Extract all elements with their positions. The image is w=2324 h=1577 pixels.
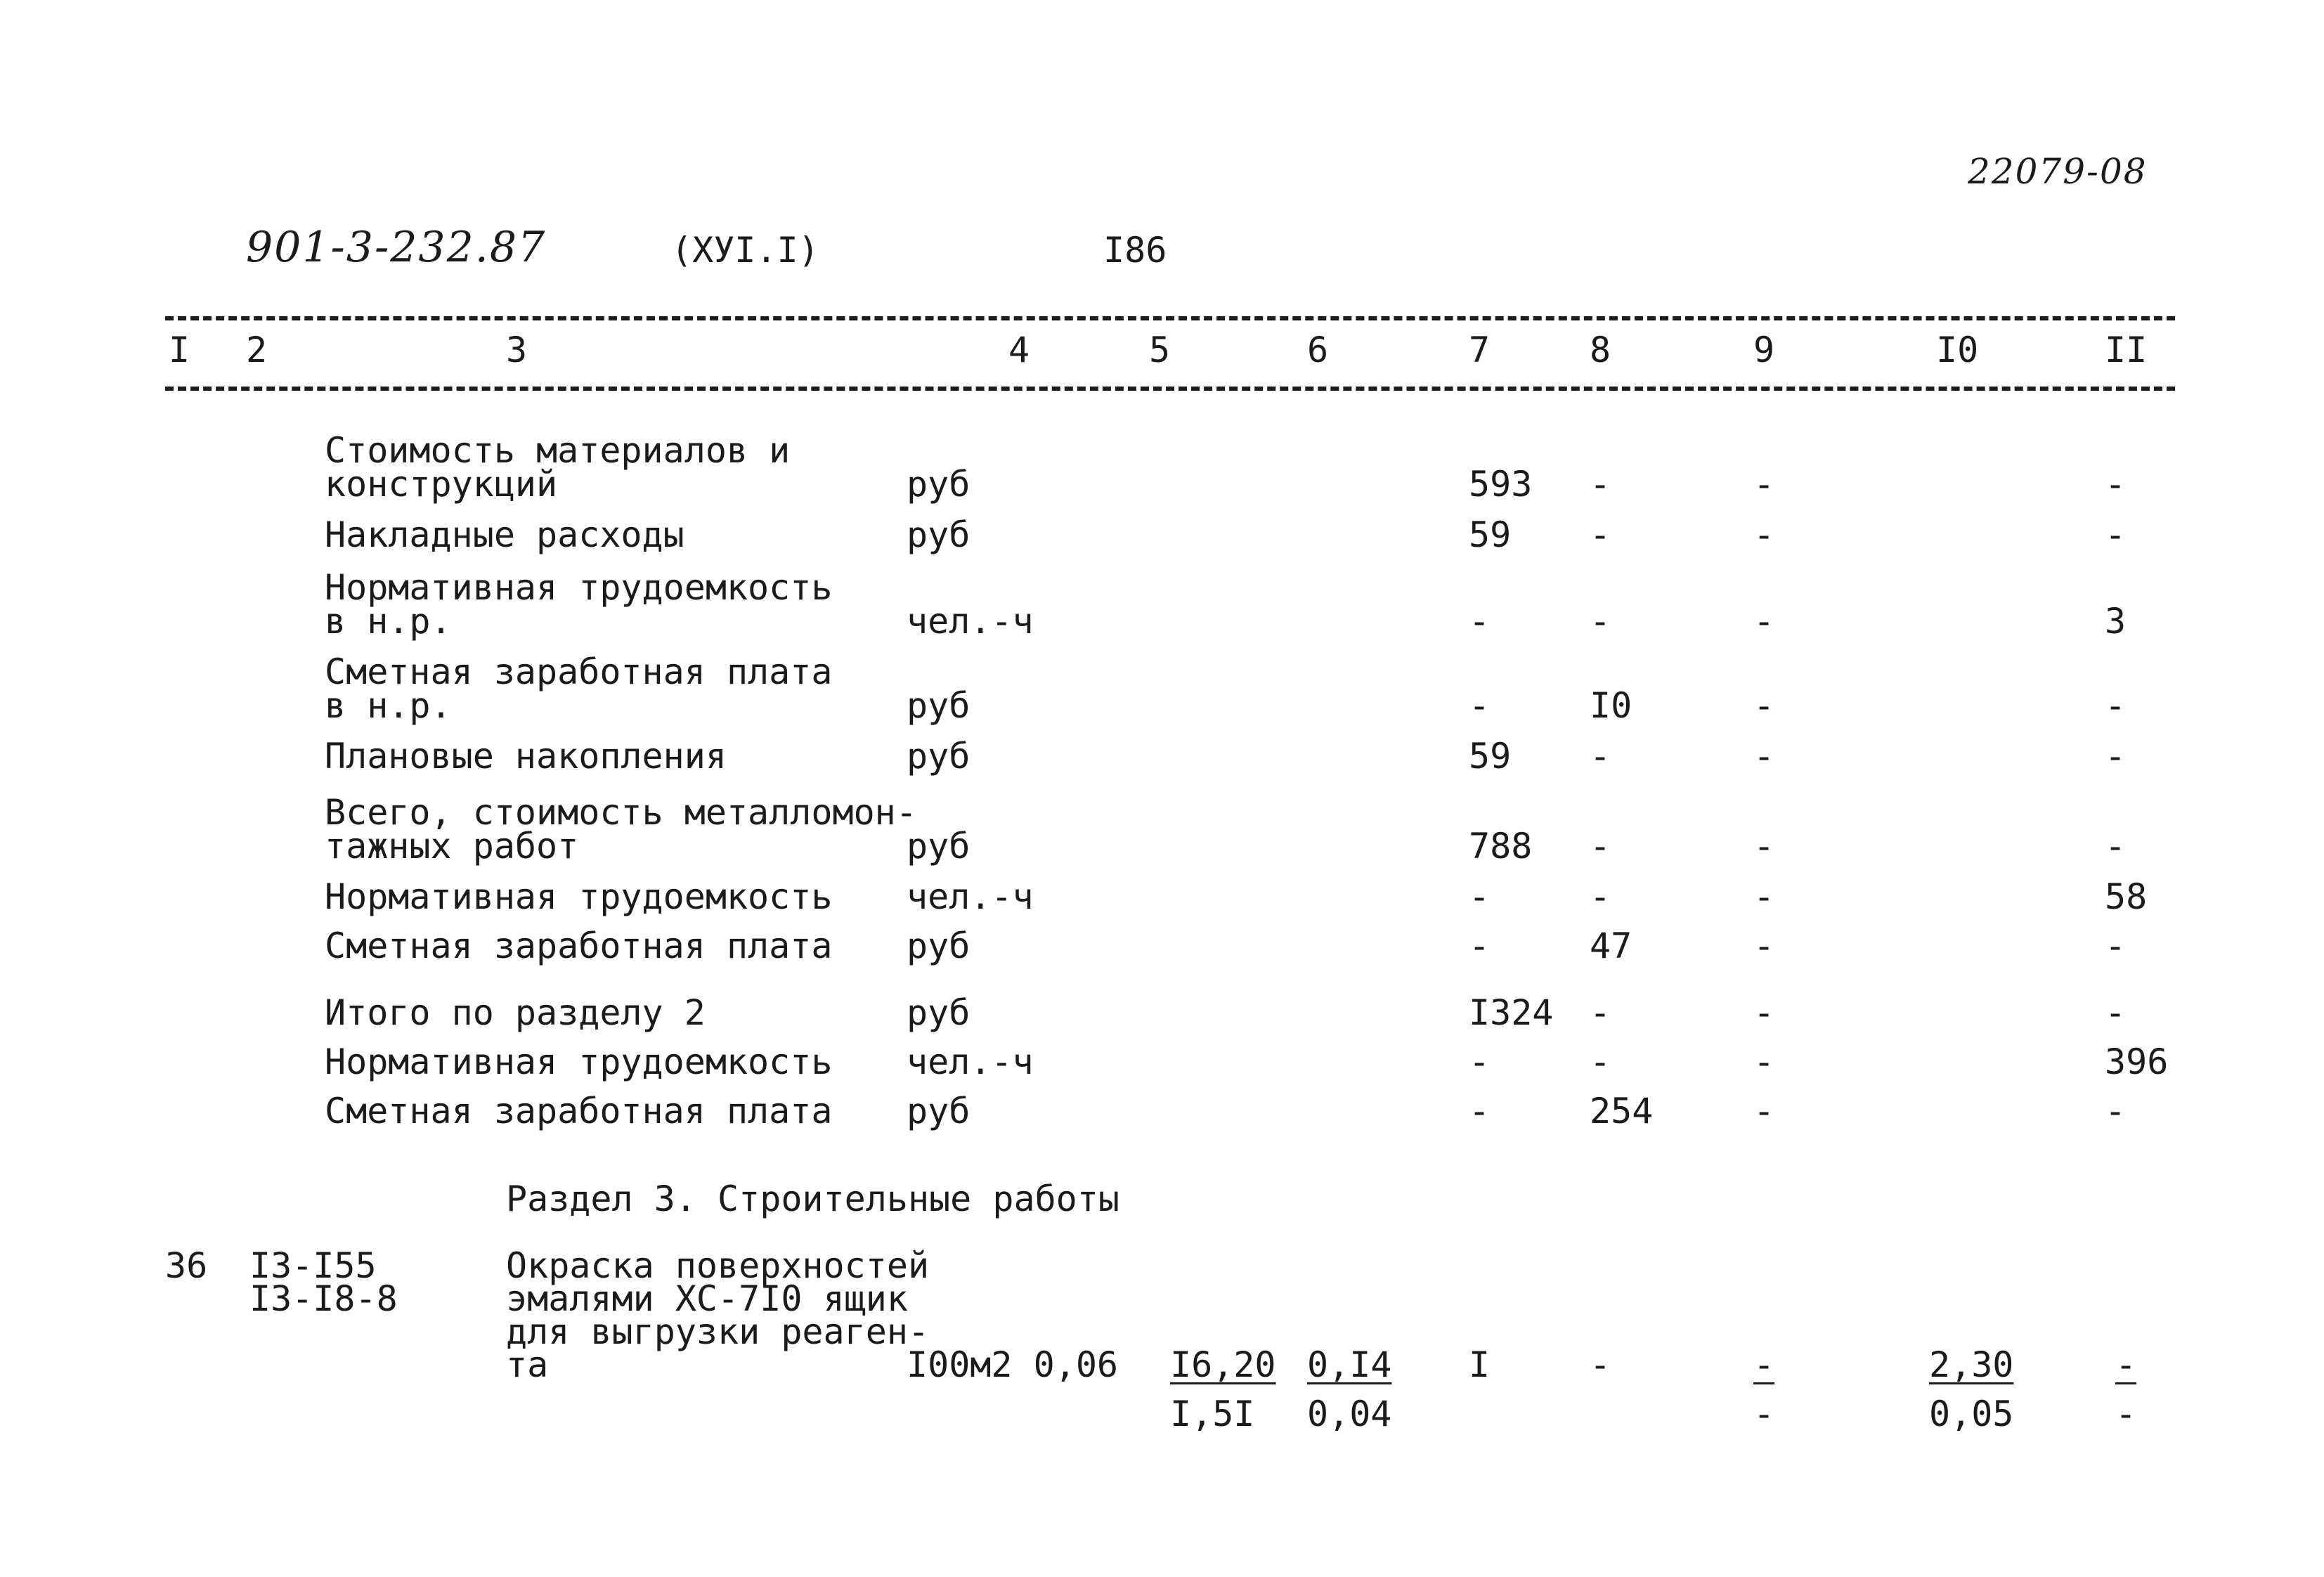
row-label: в н.р. [325,685,452,726]
item-number: 36 [165,1245,208,1286]
row-unit: чел.-ч [907,601,1034,642]
row-label: Нормативная трудоемкость [325,876,833,917]
row-col11: - [2105,736,2127,777]
row-col7: - [1469,926,1491,966]
row-col11: - [2105,826,2127,867]
column-header-3: 3 [506,330,528,370]
row-col7: - [1469,876,1491,917]
row-col9: - [1753,736,1775,777]
row-col7: 593 [1469,464,1533,505]
page-number: I86 [1103,230,1167,271]
row-col8: - [1590,992,1611,1033]
column-header-9: 9 [1753,330,1775,370]
item-col7: I [1469,1344,1491,1385]
row-col9: - [1753,992,1775,1033]
row-unit: руб [907,736,971,777]
row-col11: - [2105,464,2127,505]
row-unit: руб [907,1091,971,1131]
item-col6-bottom: 0,04 [1307,1394,1392,1434]
item-col6-top: 0,I4 [1307,1344,1392,1385]
item-description: та [506,1344,549,1385]
header-bottom-rule [165,387,2175,391]
row-unit: руб [907,685,971,726]
row-label: Всего, стоимость металломон- [325,792,917,833]
row-unit: чел.-ч [907,876,1034,917]
item-col5-top: I6,20 [1170,1344,1276,1385]
row-unit: руб [907,464,971,505]
column-header-5: 5 [1149,330,1171,370]
row-col11: - [2105,926,2127,966]
row-col9: - [1753,514,1775,555]
item-col8: - [1590,1344,1611,1385]
row-col8: 254 [1590,1091,1654,1131]
row-unit: руб [907,992,971,1033]
row-col11: 396 [2105,1041,2169,1082]
row-unit: чел.-ч [907,1041,1034,1082]
row-col9: - [1753,685,1775,726]
document-stamp: 22079-08 [1968,151,2148,192]
row-col8: - [1590,1041,1611,1082]
row-unit: руб [907,926,971,966]
row-col7: 788 [1469,826,1533,867]
row-col9: - [1753,1091,1775,1131]
row-label: Нормативная трудоемкость [325,1041,833,1082]
column-header-6: 6 [1307,330,1329,370]
row-col11: 58 [2105,876,2148,917]
row-col9: - [1753,1041,1775,1082]
row-col8: - [1590,736,1611,777]
row-unit: руб [907,514,971,555]
section3-title: Раздел 3. Строительные работы [506,1179,1119,1219]
section-code: (XУI.I) [671,230,819,271]
item-unit-quantity: I00м2 0,06 [907,1344,1119,1385]
item-col9-bottom: - [1753,1394,1775,1434]
item-description: для выгрузки реаген- [506,1311,930,1352]
row-col9: - [1753,601,1775,642]
row-col9: - [1753,926,1775,966]
column-header-1: I [169,330,190,370]
item-col11-bottom: - [2115,1394,2137,1434]
column-header-10: I0 [1936,330,1979,370]
column-header-8: 8 [1590,330,1611,370]
row-label: Сметная заработная плата [325,651,833,692]
row-col9: - [1753,464,1775,505]
row-label: в н.р. [325,601,452,642]
row-col9: - [1753,876,1775,917]
row-col11: 3 [2105,601,2127,642]
row-label: Сметная заработная плата [325,1091,833,1131]
row-col7: - [1469,1091,1491,1131]
item-description: эмалями ХС-7I0 ящик [506,1278,908,1319]
row-col8: - [1590,601,1611,642]
item-col11-top: - [2115,1344,2137,1385]
row-col8: I0 [1590,685,1632,726]
row-label: Итого по разделу 2 [325,992,706,1033]
row-label: Плановые накопления [325,736,727,777]
row-col11: - [2105,514,2127,555]
row-label: Стоимость материалов и [325,430,791,471]
row-col7: 59 [1469,736,1512,777]
row-col8: - [1590,514,1611,555]
row-col8: - [1590,464,1611,505]
column-header-11: II [2105,330,2148,370]
row-col11: - [2105,992,2127,1033]
row-col8: - [1590,826,1611,867]
row-col7: - [1469,1041,1491,1082]
row-col9: - [1753,826,1775,867]
row-col11: - [2105,685,2127,726]
row-unit: руб [907,826,971,867]
item-col10-bottom: 0,05 [1929,1394,2014,1434]
item-description: Окраска поверхностей [506,1245,930,1286]
row-col8: 47 [1590,926,1632,966]
item-code: I3-I55 [249,1245,377,1286]
item-col5-bottom: I,5I [1170,1394,1255,1434]
row-label: Нормативная трудоемкость [325,567,833,608]
row-col7: 59 [1469,514,1512,555]
row-col7: I324 [1469,992,1554,1033]
column-header-4: 4 [1008,330,1030,370]
row-label: Сметная заработная плата [325,926,833,966]
row-label: Накладные расходы [325,514,684,555]
header-top-rule [165,316,2175,320]
item-code: I3-I8-8 [249,1278,398,1319]
row-col8: - [1590,876,1611,917]
column-header-7: 7 [1469,330,1491,370]
row-col7: - [1469,601,1491,642]
row-col11: - [2105,1091,2127,1131]
project-code: 901-3-232.87 [246,223,547,272]
row-label: конструкций [325,464,558,505]
column-header-2: 2 [246,330,268,370]
item-col9-top: - [1753,1344,1775,1385]
row-col7: - [1469,685,1491,726]
row-label: тажных работ [325,826,579,867]
item-col10-top: 2,30 [1929,1344,2014,1385]
